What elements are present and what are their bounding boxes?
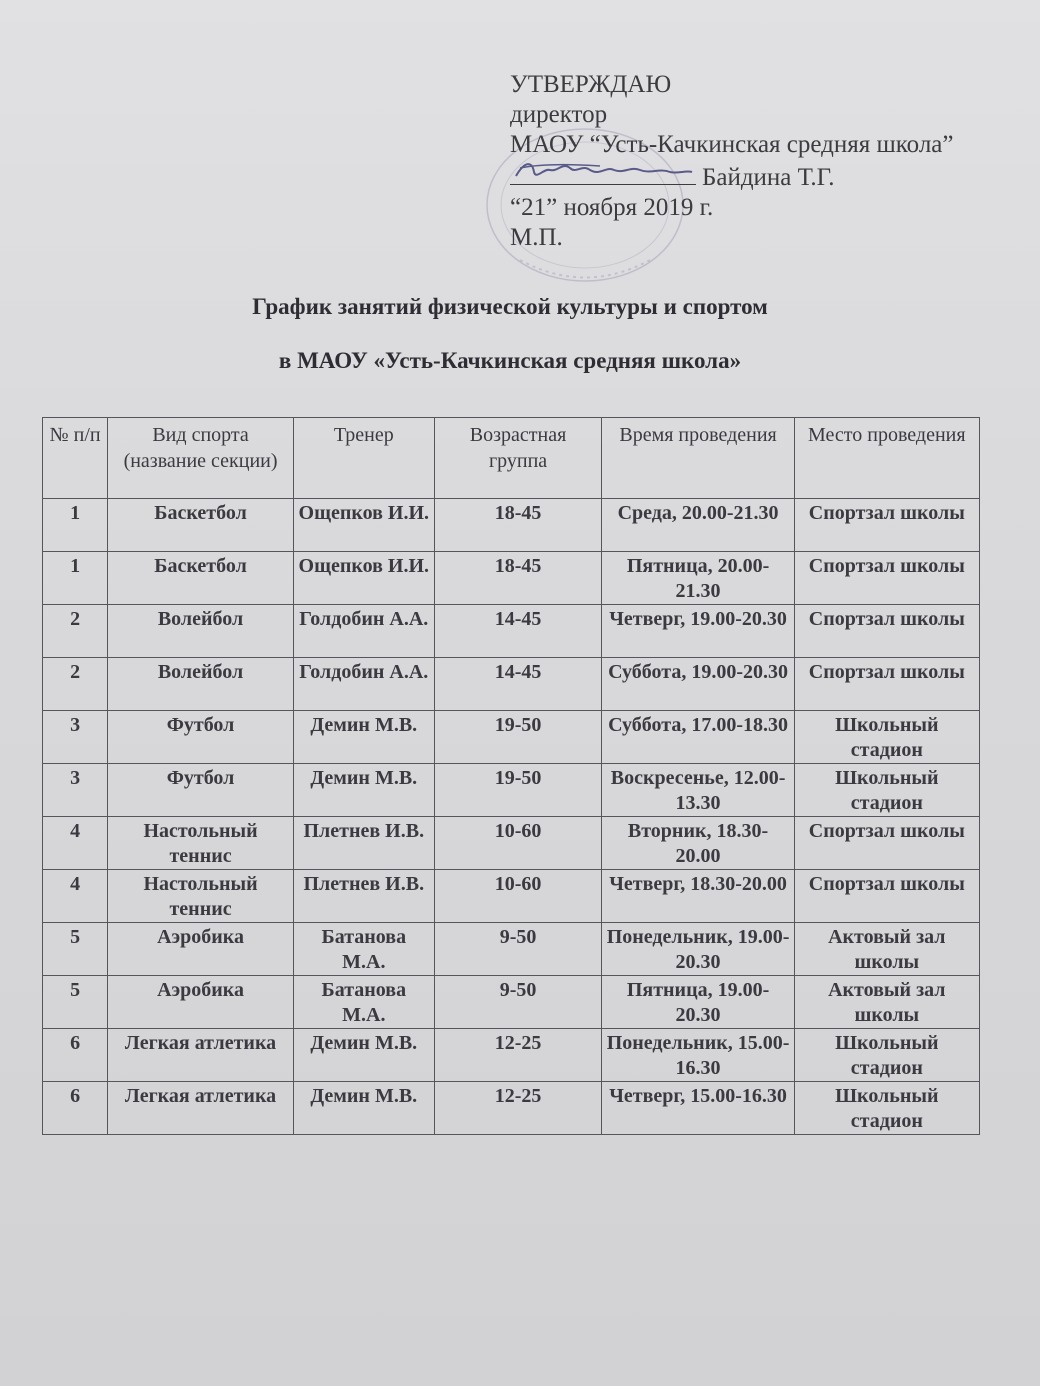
cell-time: Суббота, 19.00-20.30 (602, 658, 794, 711)
cell-time: Пятница, 19.00-20.30 (602, 976, 794, 1029)
header-num: № п/п (43, 418, 108, 499)
cell-time: Четверг, 19.00-20.30 (602, 605, 794, 658)
cell-age: 10-60 (434, 817, 602, 870)
cell-sport: Волейбол (108, 605, 294, 658)
cell-num: 2 (43, 605, 108, 658)
cell-place: Школьный стадион (794, 764, 979, 817)
cell-coach: Голдобин А.А. (293, 658, 434, 711)
cell-num: 6 (43, 1029, 108, 1082)
cell-age: 18-45 (434, 552, 602, 605)
cell-num: 1 (43, 499, 108, 552)
cell-age: 19-50 (434, 711, 602, 764)
cell-age: 12-25 (434, 1082, 602, 1135)
approve-label: УТВЕРЖДАЮ (510, 71, 672, 98)
cell-place: Актовый зал школы (794, 923, 979, 976)
cell-time: Пятница, 20.00-21.30 (602, 552, 794, 605)
table-row (43, 817, 980, 870)
cell-time: Суббота, 17.00-18.30 (602, 711, 794, 764)
cell-coach: Демин М.В. (293, 1029, 434, 1082)
table-header-row (43, 418, 980, 499)
cell-num: 6 (43, 1082, 108, 1135)
cell-coach: Плетнев И.В. (293, 817, 434, 870)
table-row (43, 976, 980, 1029)
cell-place: Школьный стадион (794, 1029, 979, 1082)
cell-age: 9-50 (434, 976, 602, 1029)
cell-place: Спортзал школы (794, 817, 979, 870)
cell-time: Среда, 20.00-21.30 (602, 499, 794, 552)
table-row (43, 605, 980, 658)
cell-place: Спортзал школы (794, 870, 979, 923)
cell-coach: Голдобин А.А. (293, 605, 434, 658)
cell-place: Спортзал школы (794, 552, 979, 605)
signature-icon (510, 154, 696, 186)
cell-place: Актовый зал школы (794, 976, 979, 1029)
cell-coach: Демин М.В. (293, 711, 434, 764)
cell-num: 1 (43, 552, 108, 605)
cell-coach: Плетнев И.В. (293, 870, 434, 923)
header-sport: Вид спорта (название секции) (108, 418, 294, 499)
cell-age: 10-60 (434, 870, 602, 923)
cell-num: 2 (43, 658, 108, 711)
cell-coach: Ощепков И.И. (293, 499, 434, 552)
cell-time: Воскресенье, 12.00-13.30 (602, 764, 794, 817)
cell-time: Понедельник, 19.00-20.30 (602, 923, 794, 976)
cell-age: 12-25 (434, 1029, 602, 1082)
table-row (43, 764, 980, 817)
cell-place: Спортзал школы (794, 605, 979, 658)
director-position: директор (510, 101, 608, 128)
table-row (43, 1082, 980, 1135)
signature-row (510, 160, 953, 193)
cell-sport: Настольный теннис (108, 817, 294, 870)
cell-time: Вторник, 18.30-20.00 (602, 817, 794, 870)
cell-age: 9-50 (434, 923, 602, 976)
schedule-table (42, 417, 980, 1135)
cell-num: 4 (43, 870, 108, 923)
cell-place: Спортзал школы (794, 499, 979, 552)
cell-coach: Демин М.В. (293, 764, 434, 817)
cell-time: Понедельник, 15.00-16.30 (602, 1029, 794, 1082)
cell-num: 3 (43, 764, 108, 817)
table-row (43, 552, 980, 605)
cell-time: Четверг, 18.30-20.00 (602, 870, 794, 923)
document-subtitle: в МАОУ «Усть-Качкинская средняя школа» (278, 348, 742, 373)
cell-coach: Демин М.В. (293, 1082, 434, 1135)
cell-sport: Легкая атлетика (108, 1029, 294, 1082)
cell-num: 5 (43, 976, 108, 1029)
cell-place: Школьный стадион (794, 1082, 979, 1135)
cell-coach: Ощепков И.И. (293, 552, 434, 605)
cell-age: 19-50 (434, 764, 602, 817)
signature-line (510, 160, 696, 185)
organization-name: МАОУ “Усть-Качкинская средняя школа” (510, 131, 954, 158)
cell-sport: Баскетбол (108, 552, 294, 605)
header-place: Место проведения (794, 418, 979, 499)
cell-num: 4 (43, 817, 108, 870)
cell-age: 14-45 (434, 658, 602, 711)
table-row (43, 658, 980, 711)
cell-num: 3 (43, 711, 108, 764)
cell-sport: Баскетбол (108, 499, 294, 552)
cell-age: 18-45 (434, 499, 602, 552)
header-coach: Тренер (293, 418, 434, 499)
cell-place: Школьный стадион (794, 711, 979, 764)
cell-sport: Футбол (108, 711, 294, 764)
cell-sport: Аэробика (108, 923, 294, 976)
table-body (43, 499, 980, 1135)
table-row (43, 499, 980, 552)
cell-coach: Батанова М.А. (293, 923, 434, 976)
cell-sport: Настольный теннис (108, 870, 294, 923)
cell-time: Четверг, 15.00-16.30 (602, 1082, 794, 1135)
cell-num: 5 (43, 923, 108, 976)
table-row (43, 870, 980, 923)
cell-sport: Аэробика (108, 976, 294, 1029)
cell-sport: Легкая атлетика (108, 1082, 294, 1135)
seal-label: М.П. (510, 224, 563, 251)
cell-age: 14-45 (434, 605, 602, 658)
cell-sport: Волейбол (108, 658, 294, 711)
table-row (43, 1029, 980, 1082)
director-name: Байдина Т.Г. (702, 164, 835, 191)
document-title: График занятий физической культуры и спортом (252, 294, 768, 319)
table-row (43, 923, 980, 976)
header-time: Время проведения (602, 418, 794, 499)
approval-date: “21” ноября 2019 г. (510, 194, 714, 221)
header-age: Возрастная группа (434, 418, 602, 499)
table-row (43, 711, 980, 764)
cell-place: Спортзал школы (794, 658, 979, 711)
cell-sport: Футбол (108, 764, 294, 817)
cell-coach: Батанова М.А. (293, 976, 434, 1029)
approval-block (510, 70, 953, 253)
